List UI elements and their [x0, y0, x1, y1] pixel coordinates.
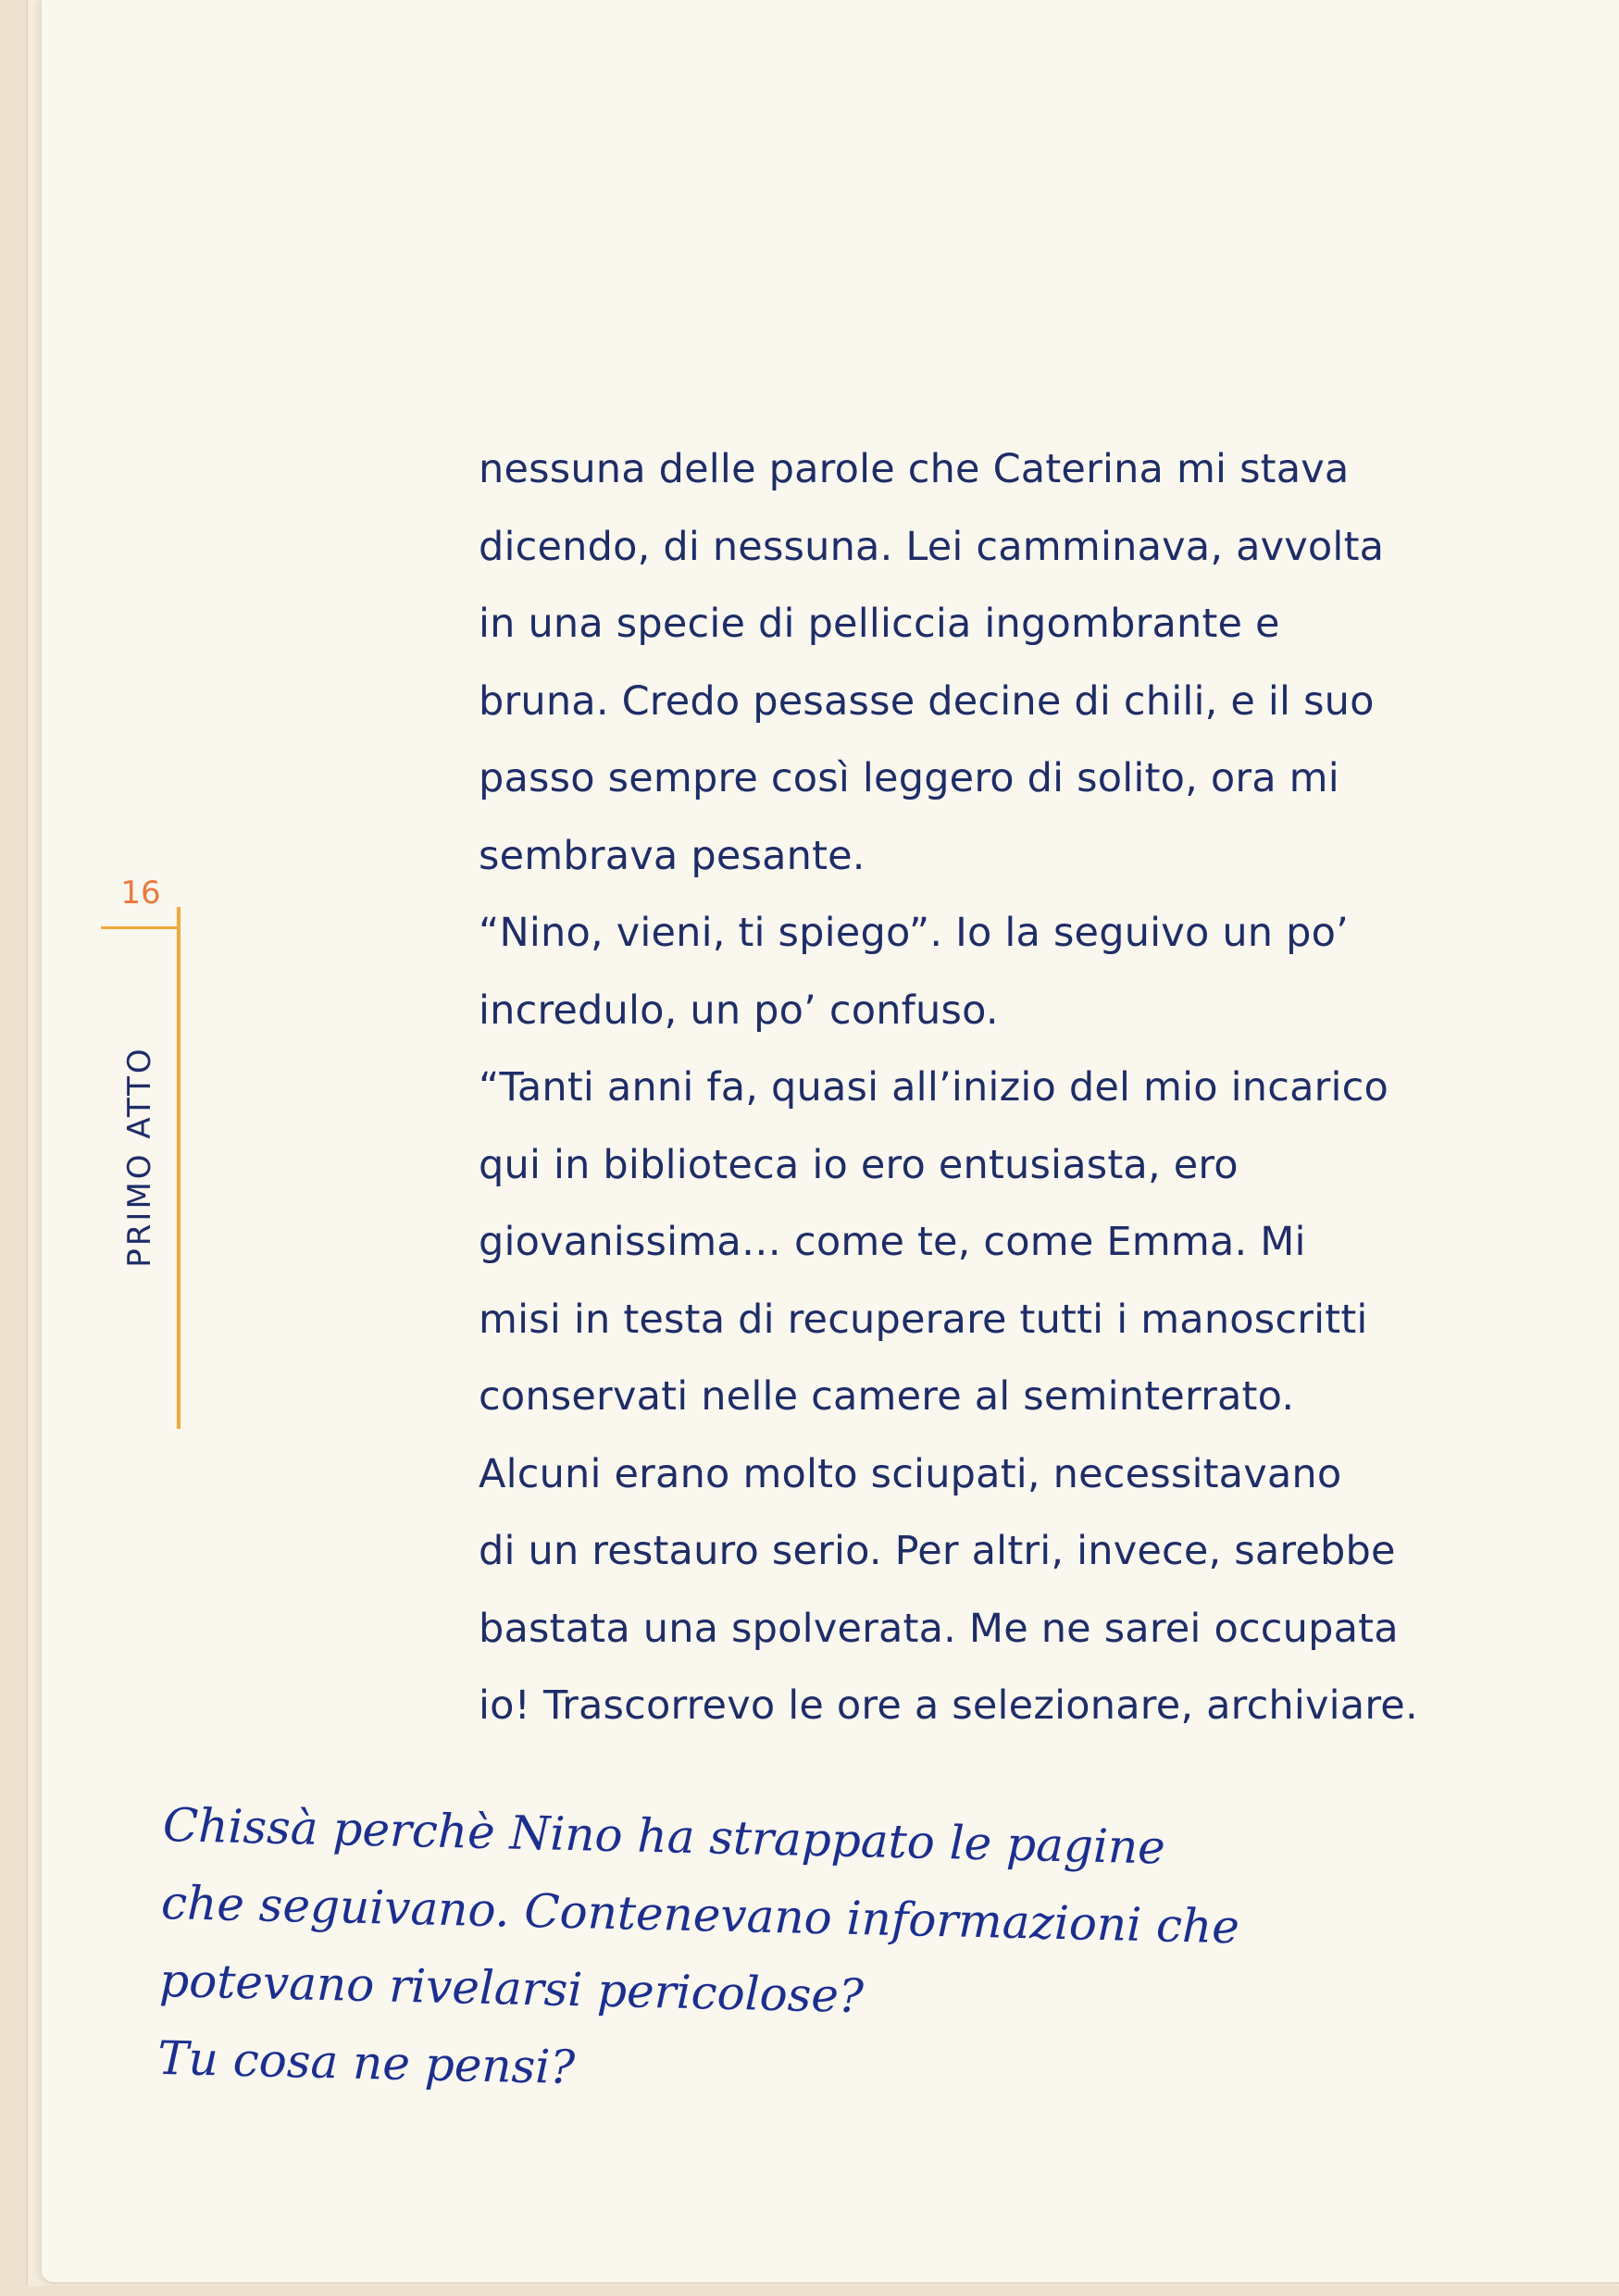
side-vertical-rule	[177, 907, 181, 1429]
note-line: che seguivano. Contenevano informazioni che	[160, 1875, 1240, 1955]
note-line: potevano rivelarsi pericolose?	[158, 1953, 865, 2024]
note-line: Chissà perchè Nino ha strappato le pagine	[162, 1797, 1166, 1875]
page-number: 16	[120, 875, 161, 912]
body-line: incredulo, un po’ confuso.	[479, 987, 999, 1034]
body-line: “Nino, vieni, ti spiego”. Io la seguivo un po’	[479, 910, 1349, 956]
body-line: misi in testa di recuperare tutti i manoscritti	[479, 1296, 1368, 1343]
section-label: PRIMO ATTO	[121, 1046, 158, 1268]
book-page	[41, 0, 1619, 2284]
body-line: io! Trascorrevo le ore a selezionare, archiviare.	[479, 1682, 1418, 1729]
body-line: in una specie di pelliccia ingombrante e	[479, 601, 1280, 647]
body-line: conservati nelle camere al seminterrato.	[479, 1373, 1295, 1420]
note-line: Tu cosa ne pensi?	[156, 2030, 576, 2095]
body-line: giovanissima… come te, come Emma. Mi	[479, 1219, 1306, 1265]
body-line: “Tanti anni fa, quasi all’inizio del mio incarico	[479, 1064, 1389, 1111]
body-line: qui in biblioteca io ero entusiasta, ero	[479, 1141, 1239, 1188]
page-number-underline	[101, 926, 179, 929]
body-line: passo sempre così leggero di solito, ora mi	[479, 755, 1339, 801]
body-text	[479, 431, 1418, 1745]
body-line: bruna. Credo pesasse decine di chili, e il suo	[479, 677, 1375, 725]
body-line: nessuna delle parole che Caterina mi stava	[479, 446, 1350, 492]
body-line: sembrava pesante.	[479, 832, 866, 879]
body-line: bastata una spolverata. Me ne sarei occupata	[479, 1605, 1399, 1652]
handwritten-note	[156, 1786, 1241, 2121]
body-line: dicendo, di nessuna. Lei camminava, avvolta	[479, 523, 1385, 570]
body-line: di un restauro serio. Per altri, invece, sarebbe	[479, 1528, 1396, 1574]
body-line: Alcuni erano molto sciupati, necessitavano	[479, 1450, 1342, 1497]
